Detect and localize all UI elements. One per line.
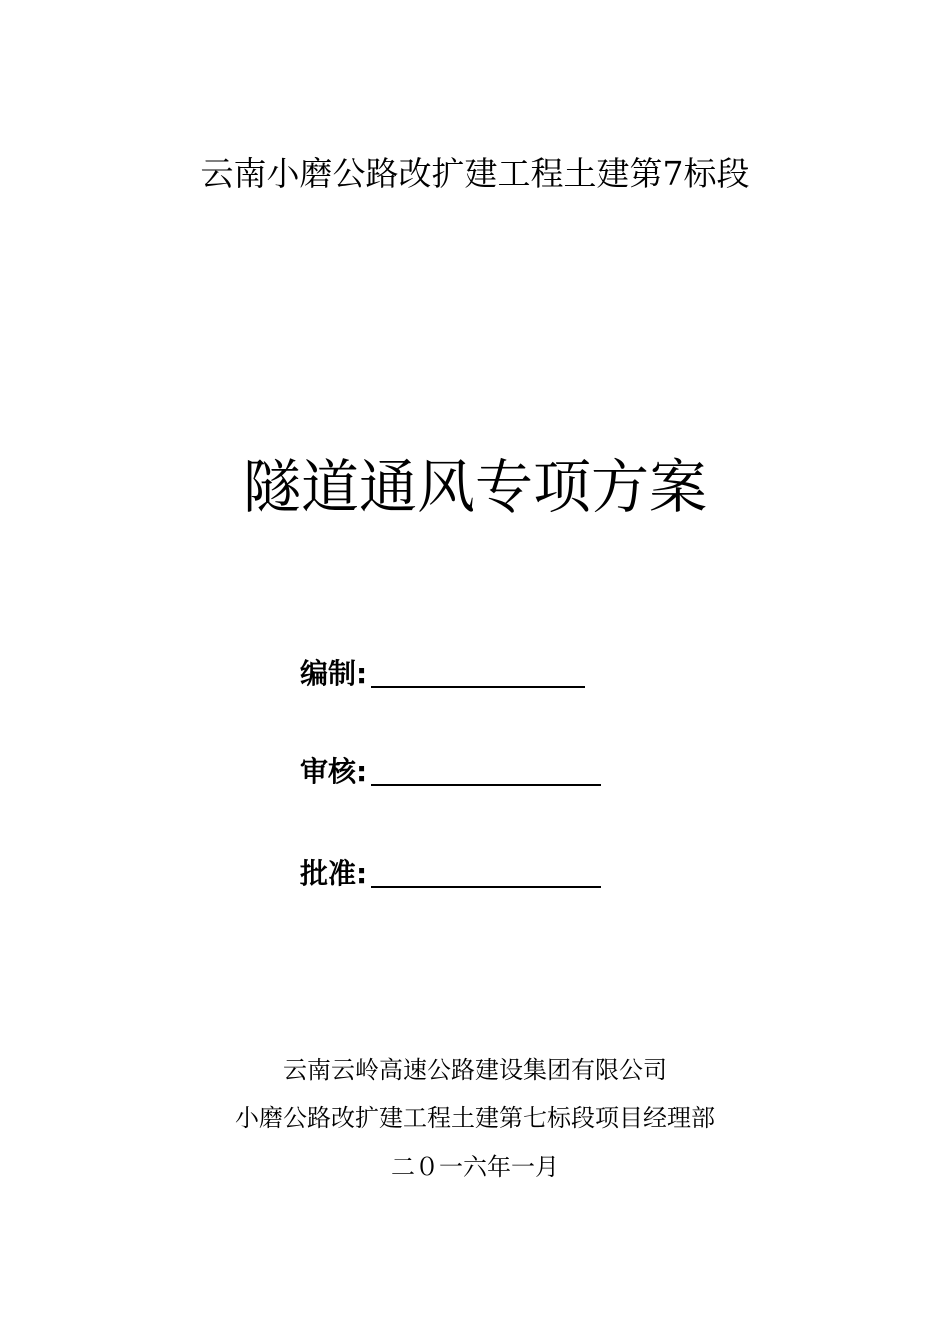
approved-by-label: 批准:	[300, 857, 368, 890]
reviewed-by-row	[300, 750, 601, 790]
prepared-by-row	[300, 652, 585, 692]
department-name: 小磨公路改扩建工程土建第七标段项目经理部	[235, 1104, 715, 1132]
document-date: 二０一六年一月	[391, 1153, 559, 1181]
document-title: 隧道通风专项方案	[242, 453, 707, 521]
approved-by-row	[300, 852, 601, 892]
company-name: 云南云岭高速公路建设集团有限公司	[283, 1056, 667, 1084]
prepared-by-label: 编制:	[300, 657, 368, 690]
prepared-by-signature-line	[371, 686, 585, 688]
reviewed-by-label: 审核:	[300, 755, 368, 788]
project-title: 云南小磨公路改扩建工程土建第7标段	[200, 154, 750, 193]
reviewed-by-signature-line	[371, 784, 601, 786]
approved-by-signature-line	[371, 886, 601, 888]
